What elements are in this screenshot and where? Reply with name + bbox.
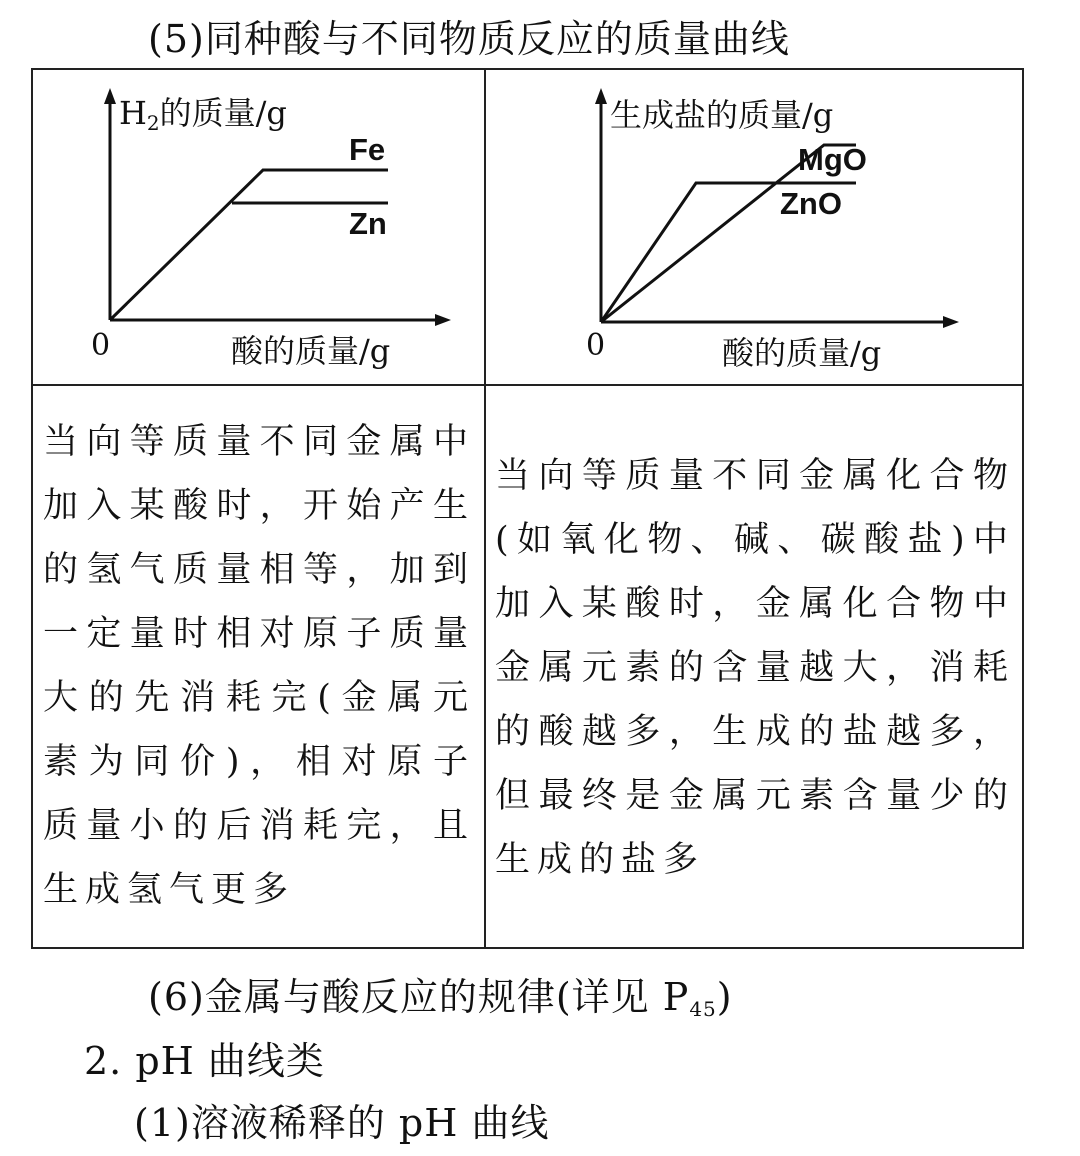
section-2-title: 2. pH 曲线类: [84, 1039, 325, 1083]
graph-left-xlabel: 酸的质量/g: [231, 332, 391, 370]
heading-6-prefix: (6): [148, 975, 205, 1019]
heading-6-text: 金属与酸反应的规律(详见 P: [204, 975, 690, 1019]
heading-1: [134, 1092, 549, 1147]
ylabel-subscript: 2: [146, 111, 160, 135]
ylabel-h: H: [119, 94, 147, 132]
x-axis-arrow-icon: [943, 316, 959, 328]
curve-fe: [110, 170, 388, 320]
heading-1-prefix: (1): [134, 1101, 191, 1145]
label-zno: ZnO: [780, 186, 842, 221]
graph-right-xlabel: 酸的质量/g: [722, 334, 882, 372]
heading-5-prefix: (5): [148, 17, 205, 61]
cell-right-text: 当向等质量不同金属化合物(如氧化物、碱、碳酸盐)中加入某酸时，金属化合物中金属元素的含量越大，消耗的酸越多，生成的盐越多，但最终是金属元素含量少的生成的盐多: [495, 456, 1015, 880]
heading-6-subscript: 45: [689, 997, 717, 1021]
heading-5: [148, 8, 790, 63]
graph-left-ylabel: [119, 88, 287, 135]
label-zn: Zn: [349, 206, 387, 241]
heading-6-suffix: ): [716, 975, 733, 1019]
heading-6: [148, 966, 733, 1021]
origin-zero: 0: [586, 328, 606, 363]
y-axis-arrow-icon: [595, 88, 607, 104]
x-axis-arrow-icon: [435, 314, 451, 326]
cell-left-text: 当向等质量不同金属中加入某酸时，开始产生的氢气质量相等，加到一定量时相对原子质量大的先消耗完(金属元素为同价)，相对原子质量小的后消耗完，且生成氢气更多: [43, 422, 475, 910]
heading-5-text: 同种酸与不同物质反应的质量曲线: [204, 17, 790, 61]
origin-zero: 0: [91, 328, 111, 363]
table-divider-horizontal: [33, 384, 1022, 386]
y-axis-arrow-icon: [104, 88, 116, 104]
comparison-table: [31, 68, 1024, 949]
graph-hydrogen-mass: [33, 70, 484, 384]
label-mgo: MgO: [798, 142, 867, 177]
graph-right-ylabel: 生成盐的质量/g: [610, 96, 834, 134]
graph-salt-mass: [486, 70, 1024, 384]
ylabel-rest: 的质量/g: [159, 94, 287, 132]
heading-1-text: 溶液稀释的 pH 曲线: [190, 1101, 550, 1145]
label-fe: Fe: [349, 132, 386, 167]
